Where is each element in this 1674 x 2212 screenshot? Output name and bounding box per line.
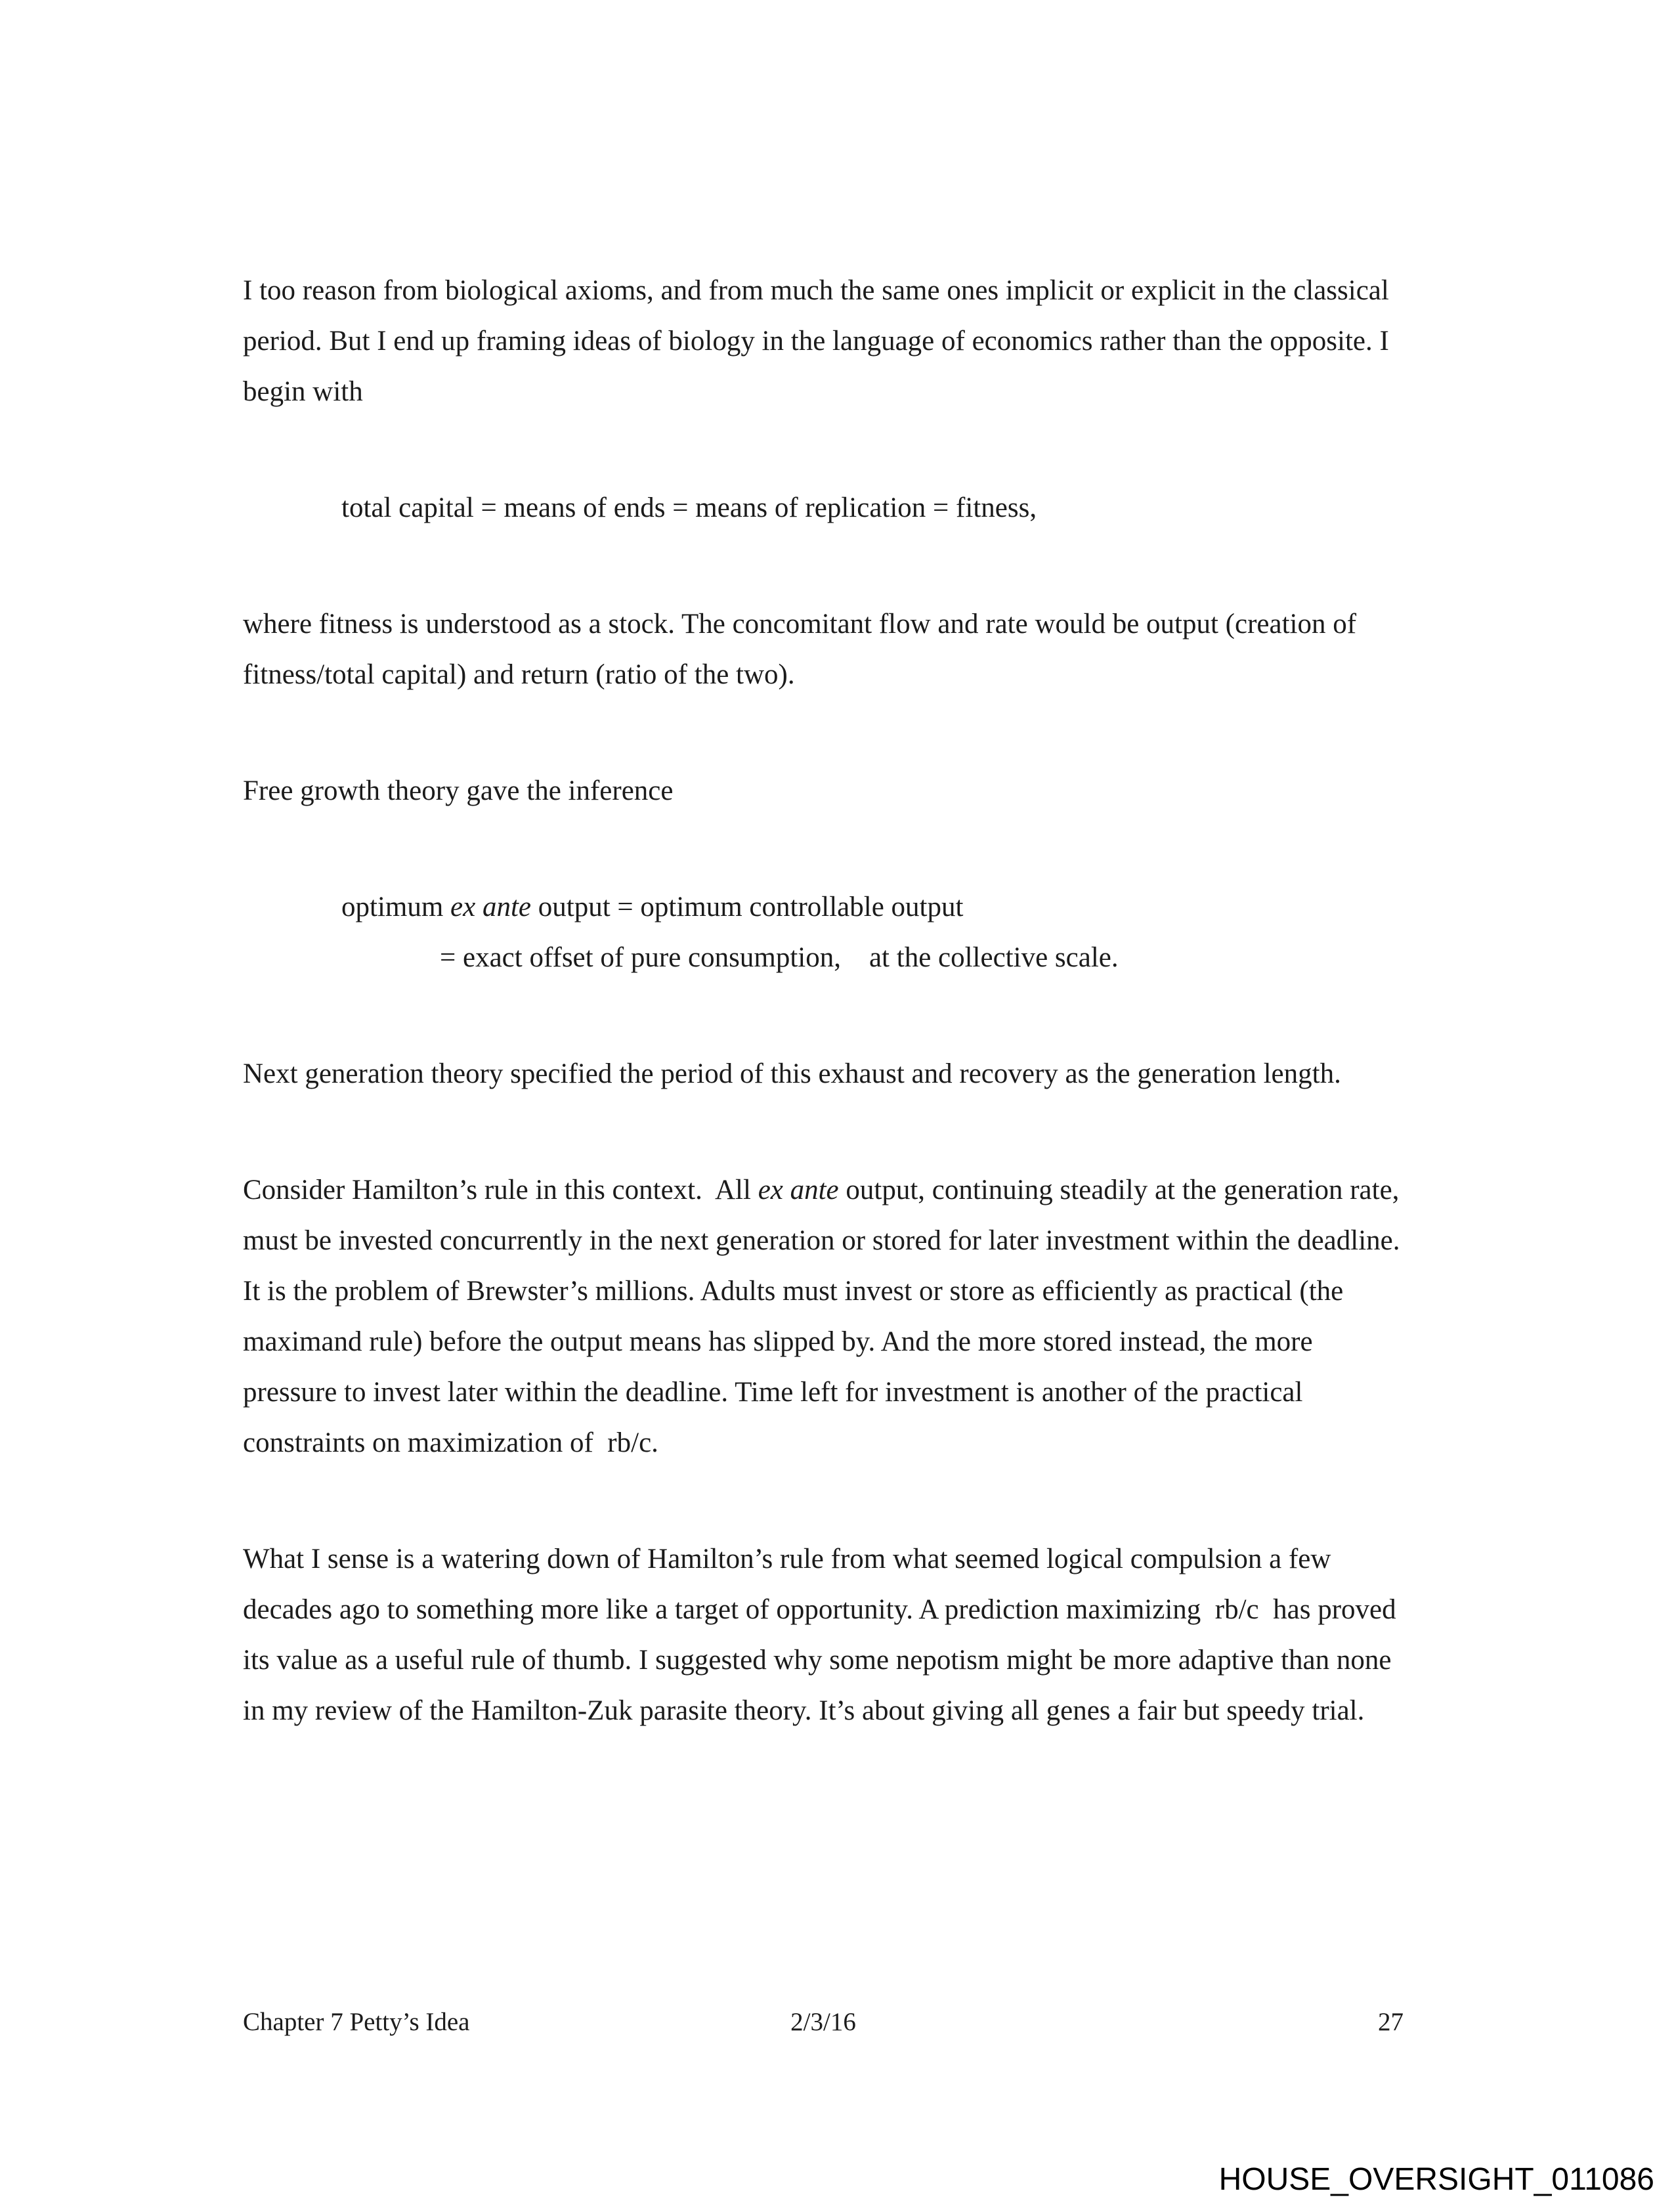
equation-total-capital: total capital = means of ends = means of replication = fitness,	[341, 492, 1037, 523]
paragraph-intro: I too reason from biological axioms, and from much the same ones implicit or explicit in the classical period. But I end up framing ideas of biology in the language of economics rather than the opposite. I begin with	[243, 275, 1396, 407]
footer-date: 2/3/16	[790, 2008, 856, 2036]
text-run: output, continuing steadily at the generation rate, must be invested concurrently in the next generation or stored for later investment within the deadline. It is the problem of Brewster’s millions. Adults must invest or store as efficiently as practical (the maximand rule) before the output means has slipped by. And the more stored instead, the more pressure to invest later within the deadline. Time left for investment is another of the practical constraints on maximization of rb/c.	[243, 1175, 1414, 1458]
italic-run-ex-ante: ex ante	[450, 892, 531, 922]
paragraph-next-generation: Next generation theory specified the period of this exhaust and recovery as the generation length.	[243, 1058, 1341, 1089]
footer-page-number: 27	[1378, 2008, 1404, 2036]
equation-optimum-output	[243, 882, 1404, 983]
page-content	[243, 265, 1414, 1802]
text-run: optimum	[341, 892, 451, 922]
text-run: output = optimum controllable output	[531, 892, 964, 922]
watermark-bates-number: HOUSE_OVERSIGHT_011086	[1218, 2162, 1654, 2197]
paragraph-stock-flow: where fitness is understood as a stock. The concomitant flow and rate would be output (creation of fitness/total capital) and return (ratio of the two).	[243, 609, 1363, 690]
text-run: Consider Hamilton’s rule in this context. All	[243, 1175, 758, 1205]
paragraph-free-growth: Free growth theory gave the inference	[243, 775, 674, 806]
italic-run-ex-ante: ex ante	[758, 1175, 839, 1205]
equation-line-2: = exact offset of pure consumption, at the collective scale.	[440, 942, 1119, 973]
paragraph-hamilton-rule	[243, 1165, 1414, 1468]
paragraph-watering-down: What I sense is a watering down of Hamilton’s rule from what seemed logical compulsion a few decades ago to something more like a target of opportunity. A prediction maximizing rb/c has proved its value as a useful rule of thumb. I suggested why some nepotism might be more adaptive than none in my review of the Hamilton-Zuk parasite theory. It’s about giving all genes a fair but speedy trial.	[243, 1544, 1404, 1726]
footer-chapter-label: Chapter 7 Petty’s Idea	[243, 2008, 470, 2036]
equation-line-1	[341, 882, 1404, 932]
